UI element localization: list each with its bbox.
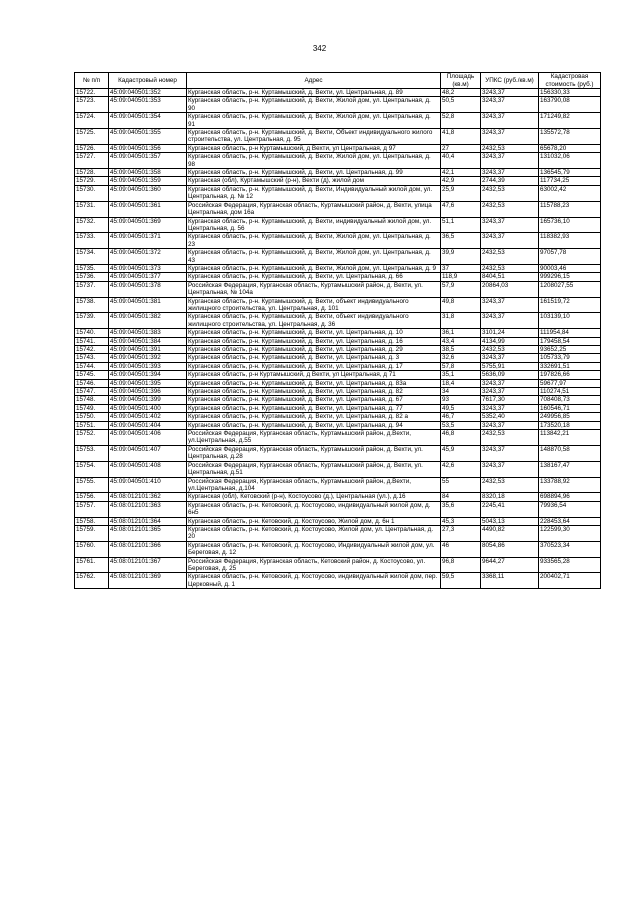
cell-area: 41,8 [441,129,481,145]
cell-cadastral: 45:08:012101:369 [109,573,187,589]
cell-cost: 136545,79 [539,169,601,177]
header-address: Адрес [187,73,441,89]
cell-upks: 3243,37 [481,89,539,97]
cell-num: 15759. [75,525,109,541]
cell-cost: 171249,82 [539,113,601,129]
cell-upks: 3243,37 [481,169,539,177]
cell-num: 15758. [75,517,109,525]
cell-upks: 3243,37 [481,129,539,145]
cell-cost: 179458,54 [539,337,601,345]
cell-cost: 173520,18 [539,421,601,429]
cell-cost: 63002,42 [539,185,601,201]
cell-num: 15739. [75,313,109,329]
cell-address: Курганская область, р-н. Кетовский, д. Костоусово, Жилой дом, д. 6н 1 [187,517,441,525]
cell-num: 15746. [75,379,109,387]
cell-address: Курганская область, р-н. Куртамышский, д. Вехти, объект индивидуального жилищного строительства, ул. Центральная, д. 101 [187,297,441,313]
cell-cadastral: 45:09:040501:369 [109,217,187,233]
cell-num: 15747. [75,388,109,396]
cell-upks: 3243,37 [481,97,539,113]
cell-upks: 3243,37 [481,388,539,396]
cell-cadastral: 45:09:040501:393 [109,362,187,370]
cell-cadastral: 45:09:040501:360 [109,185,187,201]
cell-cadastral: 45:09:040501:356 [109,144,187,152]
cell-cadastral: 45:09:040501:353 [109,97,187,113]
cell-upks: 5636,09 [481,371,539,379]
cell-upks: 3243,37 [481,313,539,329]
cell-upks: 8320,18 [481,493,539,501]
cell-upks: 5043,13 [481,517,539,525]
cell-address: Российская Федерация, Курганская область, Куртамышский район, д. Вехти, ул. Центральная, № 104а [187,281,441,297]
cell-cadastral: 45:09:040501:359 [109,177,187,185]
cell-upks: 3243,37 [481,379,539,387]
cell-address: Курганская область, р-н. Кетовский, д. Костоусово, Индивидуальный жилой дом, ул. Береговая, д. 12 [187,541,441,557]
table-row [75,89,601,97]
cell-cadastral: 45:09:040501:378 [109,281,187,297]
cell-cost: 708408,73 [539,396,601,404]
cell-num: 15754. [75,461,109,477]
cell-cadastral: 45:09:040501:395 [109,379,187,387]
table-row [75,525,601,541]
table-row [75,396,601,404]
cell-cost: 93652,25 [539,346,601,354]
table-row [75,185,601,201]
table-row [75,371,601,379]
cell-num: 15740. [75,329,109,337]
cell-area: 40,4 [441,153,481,169]
cell-num: 15733. [75,233,109,249]
cell-cadastral: 45:09:040501:358 [109,169,187,177]
table-row [75,297,601,313]
cell-num: 15755. [75,477,109,493]
cell-area: 35,1 [441,371,481,379]
cell-area: 46,8 [441,430,481,446]
table-row [75,557,601,573]
cell-cadastral: 45:09:040501:352 [109,89,187,97]
cell-address: Курганская область, р-н. Куртамышский, д. Вехти, ул. Центральная, д. 77 [187,404,441,412]
cell-upks: 4134,99 [481,337,539,345]
cell-area: 96,8 [441,557,481,573]
table-row [75,445,601,461]
table-row [75,517,601,525]
cell-cost: 228453,64 [539,517,601,525]
cell-num: 15732. [75,217,109,233]
cell-num: 15753. [75,445,109,461]
cell-address: Курганская область, р-н. Куртамышский, д. Вехти, Жилой дом, ул. Центральная, д. 9 [187,264,441,272]
cell-num: 15760. [75,541,109,557]
table-row [75,388,601,396]
cell-area: 32,6 [441,354,481,362]
cell-cadastral: 45:09:040501:383 [109,329,187,337]
cell-upks: 2432,53 [481,201,539,217]
cell-upks: 3368,11 [481,573,539,589]
cell-upks: 3243,37 [481,217,539,233]
cell-area: 27,3 [441,525,481,541]
cell-address: Курганская область, р-н. Куртамышский, д. Вехти, Жилой дом, ул. Центральная, д. 91 [187,113,441,129]
cell-upks: 20864,03 [481,281,539,297]
cell-num: 15727. [75,153,109,169]
cell-cost: 165736,10 [539,217,601,233]
cell-area: 48,2 [441,89,481,97]
cell-num: 15736. [75,273,109,281]
cell-num: 15745. [75,371,109,379]
cell-area: 59,5 [441,573,481,589]
cell-area: 36,5 [441,233,481,249]
table-row [75,97,601,113]
cell-num: 15742. [75,346,109,354]
cell-cost: 148870,58 [539,445,601,461]
cell-upks: 5352,40 [481,413,539,421]
cell-cost: 79936,54 [539,501,601,517]
cell-upks: 3243,37 [481,404,539,412]
cell-cadastral: 45:09:040501:381 [109,297,187,313]
table-row [75,493,601,501]
cell-upks: 3243,37 [481,421,539,429]
cell-cost: 103139,10 [539,313,601,329]
cell-cadastral: 45:09:040501:404 [109,421,187,429]
cell-num: 15735. [75,264,109,272]
table-row [75,573,601,589]
cell-address: Курганская область, р-н. Куртамышский, д. Вехти, ул. Центральная, д. 89 [187,89,441,97]
table-row [75,477,601,493]
cell-area: 37 [441,264,481,272]
table-row [75,421,601,429]
cell-area: 38,5 [441,346,481,354]
cell-address: Курганская область, р-н. Куртамышский, д. Вехти, ул. Центральная, д. 16 [187,337,441,345]
cell-cost: 111954,84 [539,329,601,337]
cell-address: Курганская область, р-н. Куртамышский, д. Вехти, ул. Центральная, д. 29 [187,346,441,354]
cell-address: Российская Федерация, Курганская область, Кетовский район, д. Костоусово, ул. Береговая, д. 25 [187,557,441,573]
cell-num: 15751. [75,421,109,429]
cell-upks: 2432,53 [481,477,539,493]
cell-cost: 332691,51 [539,362,601,370]
cell-address: Курганская область, р-н. Куртамышский, д. Вехти, ул. Центральная, д. 66 [187,273,441,281]
cell-area: 57,8 [441,362,481,370]
cell-cost: 698894,96 [539,493,601,501]
cell-address: Курганская область, р-н. Кетовский, д. Костоусово, Жилой дом, ул. Центральная, д. 20 [187,525,441,541]
cell-cadastral: 45:09:040501:406 [109,430,187,446]
cell-cadastral: 45:09:040501:382 [109,313,187,329]
cell-address: Российская Федерация, Курганская область, Куртамышский район, д. Вехти, ул. Центральная, д.28 [187,445,441,461]
cell-cost: 115788,23 [539,201,601,217]
cell-upks: 9644,27 [481,557,539,573]
table-row [75,346,601,354]
cell-address: Курганская область, р-н. Куртамышский, д. Вехти, Объект индивидуального жилого строительства, ул. Центральная, д. 95 [187,129,441,145]
cell-num: 15757. [75,501,109,517]
cell-cost: 933565,28 [539,557,601,573]
cell-cadastral: 45:09:040501:402 [109,413,187,421]
table-row [75,379,601,387]
cell-area: 55 [441,477,481,493]
cell-upks: 2432,53 [481,185,539,201]
cell-num: 15734. [75,249,109,265]
cell-upks: 5755,91 [481,362,539,370]
cell-upks: 2744,39 [481,177,539,185]
cell-num: 15723. [75,97,109,113]
cell-address: Российская Федерация, Курганская область, Куртамышский район, д. Вехти, ул. Центральная, д.51 [187,461,441,477]
cell-address: Российская Федерация, Курганская область, Куртамышский район, д.Вехти, ул.Центральная, д.55 [187,430,441,446]
cell-area: 52,8 [441,113,481,129]
cell-upks: 4490,82 [481,525,539,541]
cell-area: 84 [441,493,481,501]
cell-address: Курганская область, р-н. Куртамышский, д. Вехти, Жилой дом, ул. Центральная, д. 23 [187,233,441,249]
cell-num: 15731. [75,201,109,217]
cell-address: Курганская область, р-н. Куртамышский, д. Вехти, ул. Центральная, д. 10 [187,329,441,337]
cell-address: Курганская область, р-н. Куртамышский, д. Вехти, ул. Центральная, д. 67 [187,396,441,404]
cell-area: 50,5 [441,97,481,113]
cell-upks: 3243,37 [481,297,539,313]
cell-area: 39,9 [441,249,481,265]
cell-area: 42,9 [441,177,481,185]
cell-address: Курганская область, р-н. Куртамышский, д. Вехти, ул. Центральная, д. 17 [187,362,441,370]
cell-cadastral: 45:09:040501:373 [109,264,187,272]
cell-address: Курганская область, р-н. Куртамышский, д. Вехти, индивидуальный жилой дом, ул. Центральная, д. 56 [187,217,441,233]
cell-cost: 999296,15 [539,273,601,281]
cell-upks: 7617,30 [481,396,539,404]
cadastral-registry-table [74,72,601,589]
cell-cost: 160546,71 [539,404,601,412]
cell-cadastral: 45:09:040501:400 [109,404,187,412]
cell-area: 18,4 [441,379,481,387]
cell-address: Курганская область, р-н. Куртамышский, д. Вехти, ул. Центральная, д. 99 [187,169,441,177]
table-row [75,273,601,281]
cell-upks: 2245,41 [481,501,539,517]
cell-area: 46 [441,541,481,557]
header-upks: УПКС (руб./кв.м) [481,73,539,89]
table-row [75,313,601,329]
table-row [75,501,601,517]
page-number: 342 [312,44,327,53]
cell-cost: 156330,33 [539,89,601,97]
cell-cadastral: 45:09:040501:361 [109,201,187,217]
table-row [75,461,601,477]
cell-upks: 3243,37 [481,233,539,249]
table-row [75,264,601,272]
table-row [75,281,601,297]
cell-cadastral: 45:08:012101:367 [109,557,187,573]
cell-num: 15728. [75,169,109,177]
cell-area: 36,1 [441,329,481,337]
table-row [75,249,601,265]
header-cadastral: Кадастровый номер [109,73,187,89]
cell-cost: 97057,78 [539,249,601,265]
cell-cadastral: 45:09:040501:354 [109,113,187,129]
cell-address: Курганская область, р-н. Куртамышский, д. Вехти, Жилой дом, ул. Центральная, д. 90 [187,97,441,113]
table-row [75,201,601,217]
cell-num: 15756. [75,493,109,501]
cell-address: Курганская область, р-н. Кетовский, д. Костоусово, индивидуальный жилой дом, д. 6н5 [187,501,441,517]
table-header-row [75,73,601,89]
cell-cost: 135572,78 [539,129,601,145]
cell-cost: 113842,21 [539,430,601,446]
cell-area: 45,9 [441,445,481,461]
cell-upks: 2432,53 [481,144,539,152]
cell-cadastral: 45:09:040501:355 [109,129,187,145]
cell-cost: 370523,34 [539,541,601,557]
table-row [75,217,601,233]
table-row [75,144,601,152]
cell-address: Курганская область, р-н. Куртамышский, д. Вехти, Жилой дом, ул. Центральная, д. 43 [187,249,441,265]
cell-cadastral: 45:09:040501:371 [109,233,187,249]
table-row [75,337,601,345]
cell-upks: 3243,37 [481,461,539,477]
cell-cost: 110274,51 [539,388,601,396]
cell-upks: 2432,53 [481,346,539,354]
cell-cadastral: 45:09:040501:394 [109,371,187,379]
cell-num: 15724. [75,113,109,129]
cell-cadastral: 45:09:040501:384 [109,337,187,345]
cell-address: Российская Федерация, Курганская область, Куртамышский район, д. Вехти, улица Центральная, дом 16а [187,201,441,217]
cell-area: 31,8 [441,313,481,329]
cell-cadastral: 45:08:012101:363 [109,501,187,517]
cell-cost: 65678,20 [539,144,601,152]
cell-cost: 117734,25 [539,177,601,185]
table-row [75,113,601,129]
cell-num: 15730. [75,185,109,201]
cell-address: Курганская область, р-н. Куртамышский, д. Вехти, Жилой дом, ул. Центральная, д. 98 [187,153,441,169]
cell-upks: 2432,53 [481,249,539,265]
cell-area: 47,6 [441,201,481,217]
cell-address: Курганская область, р-н Куртамышский, д Вехти, ул Центральная, д 71 [187,371,441,379]
cell-area: 25,9 [441,185,481,201]
cell-cost: 118382,93 [539,233,601,249]
cell-num: 15726. [75,144,109,152]
cell-num: 15725. [75,129,109,145]
cell-num: 15762. [75,573,109,589]
table-row [75,541,601,557]
cell-cost: 197826,66 [539,371,601,379]
cell-upks: 2432,53 [481,264,539,272]
cell-num: 15750. [75,413,109,421]
table-row [75,233,601,249]
cell-address: Курганская (обл), Кетовский (р-н), Костоусово (д.), Центральная (ул.), д.16 [187,493,441,501]
cell-cost: 161519,72 [539,297,601,313]
cell-upks: 3243,37 [481,445,539,461]
table-row [75,430,601,446]
cell-area: 49,5 [441,404,481,412]
cell-area: 93 [441,396,481,404]
cell-upks: 8404,51 [481,273,539,281]
table-row [75,404,601,412]
cell-num: 15737. [75,281,109,297]
cell-num: 15729. [75,177,109,185]
cell-cost: 1208027,55 [539,281,601,297]
cell-upks: 8054,86 [481,541,539,557]
cell-num: 15743. [75,354,109,362]
cell-cadastral: 45:09:040501:399 [109,396,187,404]
cell-address: Курганская область, р-н. Куртамышский, д. Вехти, ул. Центральная, д. 82 а [187,413,441,421]
cell-address: Курганская область, р-н. Куртамышский, д. Вехти, ул. Центральная, д. 83а [187,379,441,387]
cell-area: 42,6 [441,461,481,477]
table-body [75,89,601,589]
cell-cadastral: 45:09:040501:391 [109,346,187,354]
cell-num: 15744. [75,362,109,370]
table-row [75,129,601,145]
cell-num: 15748. [75,396,109,404]
table-row [75,362,601,370]
cell-cadastral: 45:08:012101:365 [109,525,187,541]
cell-area: 118,9 [441,273,481,281]
cell-cadastral: 45:09:040501:377 [109,273,187,281]
cell-area: 51,1 [441,217,481,233]
cell-num: 15741. [75,337,109,345]
cell-cadastral: 45:09:040501:408 [109,461,187,477]
header-num: № п/п [75,73,109,89]
cell-cost: 200402,71 [539,573,601,589]
cell-cadastral: 45:09:040501:392 [109,354,187,362]
table-row [75,153,601,169]
cell-address: Курганская область, р-н. Куртамышский, д. Вехти, Индивидуальный жилой дом, ул. Центральная, д. № 12 [187,185,441,201]
cell-upks: 3243,37 [481,354,539,362]
cell-cadastral: 45:09:040501:357 [109,153,187,169]
cell-num: 15722. [75,89,109,97]
cell-address: Курганская область, р-н. Куртамышский, д. Вехти, ул. Центральная, д. 82 [187,388,441,396]
cell-cost: 59677,97 [539,379,601,387]
cell-area: 42,1 [441,169,481,177]
cell-area: 57,9 [441,281,481,297]
cell-cadastral: 45:08:012101:366 [109,541,187,557]
table-row [75,177,601,185]
cell-cadastral: 45:08:012101:362 [109,493,187,501]
cell-cost: 131032,06 [539,153,601,169]
cell-cost: 163790,08 [539,97,601,113]
cell-cost: 90003,46 [539,264,601,272]
cell-address: Курганская область, р-н. Куртамышский, д. Вехти, ул. Центральная, д. 3 [187,354,441,362]
cell-cadastral: 45:09:040501:407 [109,445,187,461]
cell-address: Курганская область, р-н. Куртамышский, д. Вехти, ул. Центральная, д. 94 [187,421,441,429]
table-row [75,413,601,421]
cell-address: Курганская (обл), Куртамышский (р-н), Вехти (д), жилой дом [187,177,441,185]
cell-area: 35,6 [441,501,481,517]
cell-address: Курганская область, р-н. Кетовский, д. Костоусово, индивидуальный жилой дом, пер. Церковный, д. 1 [187,573,441,589]
cell-area: 46,7 [441,413,481,421]
cell-cost: 138167,47 [539,461,601,477]
cell-num: 15761. [75,557,109,573]
cell-area: 27 [441,144,481,152]
cell-num: 15752. [75,430,109,446]
table-row [75,354,601,362]
cell-cadastral: 45:09:040501:410 [109,477,187,493]
cell-cadastral: 45:09:040501:396 [109,388,187,396]
cell-cadastral: 45:08:012101:364 [109,517,187,525]
cell-area: 45,3 [441,517,481,525]
cell-cost: 105733,79 [539,354,601,362]
cell-area: 49,8 [441,297,481,313]
table-row [75,329,601,337]
cell-num: 15749. [75,404,109,412]
cell-upks: 3101,24 [481,329,539,337]
cell-upks: 3243,37 [481,153,539,169]
cell-upks: 2432,53 [481,430,539,446]
cell-cost: 249956,85 [539,413,601,421]
cell-address: Российская Федерация, Курганская область, Куртамышский район, д.Вехти, ул.Центральная, д.104 [187,477,441,493]
cell-address: Курганская область, р-н Куртамышский, д Вехти, ул Центральная, д 97 [187,144,441,152]
table-row [75,169,601,177]
header-cost: Кадастровая стоимость (руб.) [539,73,601,89]
cell-cadastral: 45:09:040501:372 [109,249,187,265]
cell-area: 34 [441,388,481,396]
cell-num: 15738. [75,297,109,313]
cell-cost: 133788,92 [539,477,601,493]
cell-address: Курганская область, р-н. Куртамышский, д. Вехти, объект индивидуального жилищного строительства, ул. Центральная, д. 36 [187,313,441,329]
cell-area: 53,5 [441,421,481,429]
header-area: Площадь (кв.м) [441,73,481,89]
cell-upks: 3243,37 [481,113,539,129]
cell-area: 43,4 [441,337,481,345]
cell-cost: 122599,30 [539,525,601,541]
